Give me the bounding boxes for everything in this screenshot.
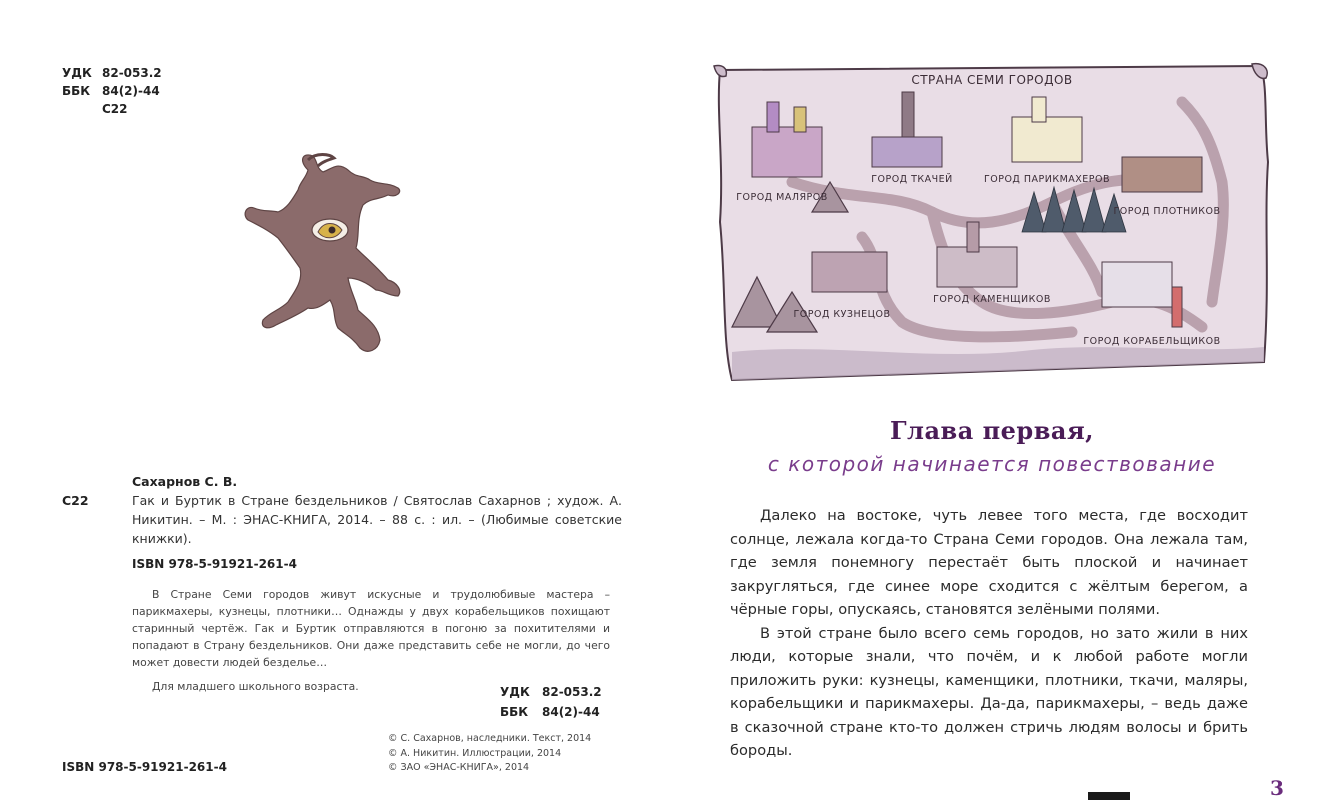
chapter-title: Глава первая,	[889, 416, 1095, 445]
bibliographic-record	[62, 472, 622, 696]
page-number: 3	[1270, 776, 1284, 800]
map-illustration	[712, 62, 1272, 384]
copyright-line: © ЗАО «ЭНАС-КНИГА», 2014	[388, 762, 530, 773]
map-city-label: ГОРОД ПАРИКМАХЕРОВ	[983, 174, 1111, 185]
map-city-label: ГОРОД КАМЕНЩИКОВ	[933, 294, 1051, 305]
bbk-value: 84(2)-44	[542, 705, 600, 719]
map-city-label: ГОРОД МАЛЯРОВ	[736, 192, 828, 203]
udk-block-top	[62, 64, 162, 118]
entry-code: С22	[62, 493, 89, 508]
author-code: С22	[102, 102, 128, 116]
author-name: Сахарнов С. В.	[132, 474, 238, 489]
paragraph: Далеко на востоке, чуть левее того места, где восходит солнце, лежала когда-то Страна Семи городов. Она лежала там, где земля понемногу перестаёт быть плоской и начинает закругляться, где синее море сходится с жёлтым берегом, а чёрные горы, опускаясь, становятся зелёными полями.	[730, 507, 1248, 618]
udk-label: УДК	[500, 685, 530, 699]
entry-text: Гак и Буртик в Стране бездельников / Святослав Сахарнов ; худож. А. Никитин. – М. : ЭНАС-КНИГА, 2014. – 88 с. : ил. – (Любимые советские книжки).	[132, 493, 622, 546]
page-edge-mark	[1088, 792, 1130, 800]
monster-illustration	[238, 150, 413, 360]
age-group: Для младшего школьного возраста.	[152, 680, 359, 693]
udk-value: 82-053.2	[102, 66, 162, 80]
udk-label: УДК	[62, 66, 92, 80]
catalog-entry	[62, 491, 622, 548]
annotation: В Стране Семи городов живут искусные и трудолюбивые мастера – парикмахеры, кузнецы, плотники… Однажды у двух корабельщиков похищают старинный чертёж. Гак и Буртик отправляются в погоню за похитителями и попадают в Страну бездельников. Они даже представить себе не могли, до чего может довести людей безделье…	[132, 588, 610, 669]
chapter-subtitle: с которой начинается повествование	[767, 452, 1217, 476]
isbn: ISBN 978-5-91921-261-4	[132, 557, 297, 571]
bbk-label: ББК	[62, 84, 91, 98]
map-city-label: ГОРОД ТКАЧЕЙ	[871, 174, 953, 185]
map-city-label: ГОРОД КОРАБЕЛЬЩИКОВ	[1083, 336, 1221, 347]
paragraph: В этой стране было всего семь городов, но зато жили в них люди, которые знали, что почём, и к любой работе могли приложить руки: кузнецы, каменщики, плотники, ткачи, маляры, корабельщики и парикмахеры. Да-да, парикмахеры, – ведь даже в сказочной стране кто-то должен стричь людям волосы и брить бороды.	[730, 624, 1248, 759]
bbk-label: ББК	[500, 705, 529, 719]
copyright-line: © А. Никитин. Иллюстрации, 2014	[388, 747, 562, 759]
isbn-bottom: ISBN 978-5-91921-261-4	[62, 760, 227, 774]
chapter-text	[730, 504, 1248, 763]
copyright-block	[388, 732, 591, 776]
map-city-label: ГОРОД ПЛОТНИКОВ	[1113, 206, 1221, 217]
map-title: СТРАНА СЕМИ ГОРОДОВ	[911, 73, 1073, 87]
udk-block-bottom	[500, 682, 602, 722]
bbk-value: 84(2)-44	[102, 84, 160, 98]
copyright-line: © С. Сахарнов, наследники. Текст, 2014	[388, 733, 592, 744]
udk-value: 82-053.2	[542, 685, 602, 699]
map-city-label: ГОРОД КУЗНЕЦОВ	[793, 309, 891, 320]
